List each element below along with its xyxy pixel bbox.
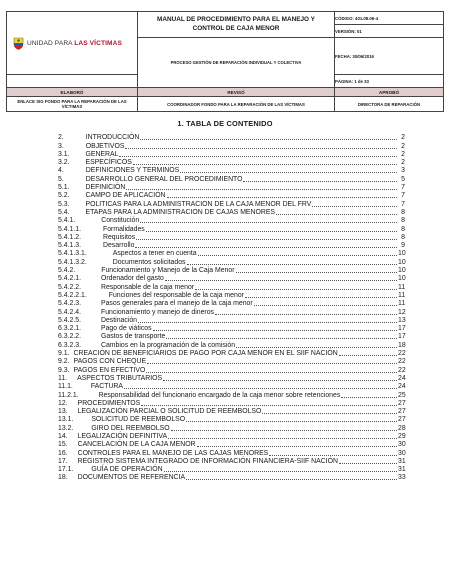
toc-entry-number: 5.2. (58, 192, 70, 200)
toc-entry-number: 5.4.2.2.1. (58, 291, 87, 299)
toc-entry-number: 9.3. (58, 366, 70, 374)
toc-entry-page: 27 (398, 416, 406, 424)
toc-entry[interactable] (58, 375, 405, 383)
toc-leader-dots (186, 479, 397, 480)
toc-entry[interactable] (58, 391, 405, 399)
toc-entry[interactable] (58, 192, 405, 200)
toc-entry-page: 28 (398, 424, 406, 432)
toc-entry-number: 5.4.2.3. (58, 300, 81, 308)
toc-leader-dots (136, 239, 397, 240)
toc-entry[interactable] (58, 175, 405, 183)
toc-leader-dots (269, 455, 397, 456)
toc-leader-dots (236, 347, 397, 348)
title-cell (138, 12, 335, 38)
toc-entry[interactable] (58, 225, 405, 233)
toc-entry-page: 12 (398, 308, 406, 316)
value-aprobo: DIRECTORA DE REPARACIÓN (335, 97, 444, 112)
toc-leader-dots (165, 280, 397, 281)
toc-entry-number: 3. (58, 142, 64, 150)
toc-entry-title: DOCUMENTOS DE REFERENCIA (77, 474, 186, 482)
toc-entry-number: 5.3. (58, 200, 70, 208)
toc-entry-page: 30 (398, 441, 406, 449)
toc-leader-dots (164, 471, 397, 472)
value-reviso: COORDINADOR FONDO PARA LA REPARACIÓN DE LAS VÍCTIMAS (138, 97, 335, 112)
toc-entry-title: Responsable de la caja menor (101, 283, 195, 291)
toc-entry-title: Funciones del responsable de la caja menor (108, 291, 244, 299)
toc-leader-dots (146, 231, 397, 232)
toc-entry[interactable] (58, 317, 405, 325)
toc-leader-dots (166, 338, 397, 339)
table-of-contents (58, 134, 405, 482)
toc-entry-title: PAGOS EN EFECTIVO (73, 366, 146, 374)
toc-entry-title: LEGALIZACIÓN PARCIAL O SOLICITUD DE REEMBOLSO (77, 408, 262, 416)
toc-entry-number: 6.3.2.3. (58, 341, 81, 349)
toc-leader-dots (119, 156, 397, 157)
toc-entry-page: 3 (401, 167, 405, 175)
toc-leader-dots (153, 330, 397, 331)
toc-entry-title: Cambios en la programación de la comisión (101, 341, 236, 349)
doc-version: VERSIÓN: 01 (335, 25, 444, 38)
toc-entry-title: REGISTRO SISTEMA INTEGRADO DE INFORMACIÓN FINANCIERA-SIIF NACIÓN (77, 457, 338, 465)
label-aprobo: APROBÓ (335, 88, 444, 97)
toc-entry[interactable] (58, 250, 405, 258)
toc-entry-title: Pasos generales para el manejo de la caja menor (101, 300, 253, 308)
toc-entry-title: DESARROLLO GENERAL DEL PROCEDIMIENTO (85, 175, 243, 183)
toc-entry-page: 9 (401, 242, 405, 250)
coat-of-arms-icon (13, 37, 24, 50)
toc-entry[interactable] (58, 258, 405, 266)
toc-entry[interactable] (58, 474, 405, 482)
toc-entry-page: 29 (398, 432, 406, 440)
toc-entry-number: 5.4.1. (58, 217, 76, 225)
toc-entry-title: Requisitos (103, 233, 136, 241)
toc-entry-number: 17. (58, 457, 68, 465)
toc-entry-title: ESPECÍFICOS (85, 159, 132, 167)
toc-entry[interactable] (58, 466, 405, 474)
toc-entry-page: 8 (401, 217, 405, 225)
toc-entry[interactable] (58, 408, 405, 416)
toc-entry-number: 6.3.2.2. (58, 333, 81, 341)
toc-entry-page: 7 (401, 192, 405, 200)
toc-entry[interactable] (58, 184, 405, 192)
toc-entry-number: 5.4.2.5. (58, 316, 81, 324)
toc-entry-page: 10 (398, 250, 406, 258)
toc-entry-number: 5.4.1.3.1. (58, 250, 87, 258)
toc-entry-number: 18. (58, 474, 68, 482)
toc-leader-dots (195, 289, 397, 290)
toc-entry[interactable] (58, 300, 405, 308)
toc-entry[interactable] (58, 350, 405, 358)
toc-entry-title: Ordenador del gasto (101, 275, 164, 283)
toc-entry-page: 22 (398, 350, 406, 358)
logo-cell (7, 12, 138, 75)
toc-entry-title: Documentos solicitados (112, 258, 186, 266)
toc-entry[interactable] (58, 441, 405, 449)
toc-leader-dots (147, 363, 397, 364)
toc-entry-page: 5 (401, 175, 405, 183)
toc-entry[interactable] (58, 234, 405, 242)
toc-entry-number: 11.2.1. (58, 391, 79, 399)
toc-entry-page: 10 (398, 267, 406, 275)
logo-emphasis: LAS VÍCTIMAS (74, 39, 122, 47)
toc-leader-dots (198, 255, 397, 256)
toc-heading: 1. TABLA DE CONTENIDO (177, 119, 273, 128)
doc-code: CÓDIGO: 401.08.06-4 (335, 12, 444, 25)
toc-entry-number: 2. (58, 134, 64, 142)
toc-entry-number: 5.1. (58, 184, 70, 192)
toc-entry[interactable] (58, 308, 405, 316)
toc-leader-dots (245, 297, 397, 298)
toc-entry-title: Funcionamiento y manejo de dineros (101, 308, 214, 316)
toc-entry[interactable] (58, 333, 405, 341)
toc-entry[interactable] (58, 341, 405, 349)
toc-entry-title: Responsabilidad del funcionario encargado de la caja menor sobre retenciones (98, 391, 341, 399)
toc-entry-page: 10 (398, 258, 406, 266)
toc-entry-number: 12. (58, 399, 68, 407)
logo-spacer (7, 75, 138, 88)
toc-entry-title: ASPECTOS TRIBUTARIOS (77, 374, 163, 382)
toc-entry-title: Funcionamiento y Manejo de la Caja Menor (101, 267, 235, 275)
toc-entry[interactable] (58, 134, 405, 142)
toc-entry-title: Gastos de transporte (101, 333, 166, 341)
toc-leader-dots (135, 247, 397, 248)
toc-entry-number: 5.4. (58, 208, 70, 216)
toc-entry-page: 8 (401, 208, 405, 216)
toc-entry-title: Constitución (101, 217, 140, 225)
toc-entry[interactable] (58, 358, 405, 366)
toc-leader-dots (138, 322, 397, 323)
toc-entry[interactable] (58, 424, 405, 432)
toc-entry[interactable] (58, 433, 405, 441)
toc-entry-number: 5. (58, 175, 64, 183)
toc-entry-title: PROCEDIMIENTOS (77, 399, 141, 407)
toc-entry-title: OBJETIVOS (85, 142, 125, 150)
toc-entry-title: Formalidades (103, 225, 145, 233)
logo-prefix: UNIDAD PARA (27, 39, 75, 47)
toc-entry[interactable] (58, 242, 405, 250)
toc-entry-page: 25 (398, 391, 406, 399)
toc-entry[interactable] (58, 449, 405, 457)
toc-entry-page: 17 (398, 333, 406, 341)
doc-page: PÁGINA: 1 de 33 (335, 75, 444, 88)
toc-entry-page: 11 (398, 291, 406, 299)
toc-entry-number: 6.3.2.1. (58, 325, 81, 333)
toc-entry-page: 2 (401, 150, 405, 158)
toc-entry-page: 2 (401, 134, 405, 142)
toc-entry-page: 13 (398, 316, 406, 324)
toc-leader-dots (254, 305, 397, 306)
toc-entry-title: GENERAL (85, 150, 119, 158)
toc-entry[interactable] (58, 458, 405, 466)
toc-leader-dots (124, 388, 397, 389)
toc-entry[interactable] (58, 366, 405, 374)
toc-entry-title: INTRODUCCIÓN (85, 134, 140, 142)
toc-entry[interactable] (58, 283, 405, 291)
doc-date: FECHA: 30/06/2016 (335, 38, 444, 75)
toc-entry-title: FACTURA (90, 383, 123, 391)
toc-entry-page: 24 (398, 383, 406, 391)
toc-entry[interactable] (58, 200, 405, 208)
toc-entry-number: 16. (58, 449, 68, 457)
toc-entry-title: LEGALIZACIÓN DEFINITIVA (77, 432, 168, 440)
toc-entry-title: CONTROLES PARA EL MANEJO DE LAS CAJAS MENORES (77, 449, 269, 457)
toc-entry[interactable] (58, 275, 405, 283)
toc-leader-dots (262, 413, 397, 414)
toc-leader-dots (141, 405, 397, 406)
toc-leader-dots (126, 189, 397, 190)
toc-entry-title: Desarrollo (103, 242, 135, 250)
toc-leader-dots (186, 421, 397, 422)
toc-leader-dots (146, 372, 397, 373)
toc-entry-number: 17.1. (58, 466, 74, 474)
toc-leader-dots (140, 139, 397, 140)
toc-entry-page: 22 (398, 358, 406, 366)
toc-entry-title: Destinación (101, 316, 138, 324)
toc-entry-number: 4. (58, 167, 64, 175)
toc-entry[interactable] (58, 159, 405, 167)
toc-entry-number: 9.1. (58, 350, 70, 358)
toc-entry-page: 31 (398, 466, 406, 474)
toc-entry-number: 13. (58, 408, 68, 416)
toc-entry-title: SOLICITUD DE REEMBOLSO (91, 416, 186, 424)
toc-entry-title: Aspectos a tener en cuenta (112, 250, 197, 258)
label-elaboro: ELABORÓ (7, 88, 138, 97)
toc-leader-dots (312, 206, 397, 207)
document-title: MANUAL DE PROCEDIMIENTO PARA EL MANEJO Y CONTROL DE CAJA MENOR (157, 16, 315, 32)
toc-entry[interactable] (58, 151, 405, 159)
toc-entry-title: DEFINICIÓN (85, 184, 126, 192)
toc-entry[interactable] (58, 209, 405, 217)
toc-entry-page: 11 (398, 283, 406, 291)
toc-entry-page: 8 (401, 225, 405, 233)
toc-leader-dots (171, 430, 397, 431)
toc-leader-dots (339, 355, 397, 356)
toc-entry-title: POLITICAS PARA LA ADMINISTRACION DE LA CAJA MENOR DEL FRV (85, 200, 312, 208)
toc-entry-title: DEFINICIONES Y TERMINOS (85, 167, 180, 175)
toc-entry-number: 5.4.2.2. (58, 283, 81, 291)
toc-leader-dots (243, 181, 397, 182)
toc-entry-title: CAMPO DE APLICACIÓN (85, 192, 166, 200)
toc-entry-page: 27 (398, 408, 406, 416)
toc-entry-number: 5.4.1.1. (58, 225, 81, 233)
toc-entry[interactable] (58, 217, 405, 225)
toc-entry-page: 7 (401, 184, 405, 192)
toc-entry-title: CREACIÓN DE BENEFICIARIOS DE PAGO POR CAJA MENOR EN EL SIIF NACIÓN (73, 350, 338, 358)
unidad-victimas-logo (7, 37, 137, 50)
toc-leader-dots (167, 197, 397, 198)
toc-entry-number: 3.1. (58, 150, 70, 158)
toc-entry[interactable] (58, 416, 405, 424)
toc-leader-dots (140, 222, 397, 223)
toc-entry-page: 8 (401, 233, 405, 241)
process-cell (138, 38, 335, 88)
toc-entry-page: 18 (398, 341, 406, 349)
toc-entry-title: PAGOS CON CHEQUE (73, 358, 147, 366)
toc-leader-dots (276, 214, 397, 215)
toc-entry[interactable] (58, 142, 405, 150)
toc-entry-number: 15. (58, 441, 68, 449)
toc-leader-dots (125, 148, 397, 149)
toc-entry-number: 11.1. (58, 383, 73, 391)
toc-leader-dots (187, 264, 397, 265)
toc-leader-dots (163, 380, 397, 381)
toc-entry-number: 5.4.1.3. (58, 242, 81, 250)
toc-leader-dots (133, 164, 397, 165)
toc-entry-title: GIRO DEL REEMBOLSO (91, 424, 170, 432)
toc-entry-page: 2 (401, 142, 405, 150)
toc-entry-number: 5.4.2.1. (58, 275, 81, 283)
toc-entry[interactable] (58, 383, 405, 391)
toc-entry-page: 31 (398, 457, 406, 465)
toc-entry-title: GUÍA DE OPERACIÓN (91, 466, 163, 474)
toc-entry-number: 5.4.1.2. (58, 233, 81, 241)
toc-leader-dots (180, 172, 397, 173)
toc-entry-page: 27 (398, 399, 406, 407)
toc-entry-page: 30 (398, 449, 406, 457)
toc-entry-number: 14. (58, 432, 68, 440)
toc-entry-title: ETAPAS PARA LA ADMINISTRACION DE CAJAS MENORES (85, 208, 276, 216)
label-reviso: REVISÓ (138, 88, 335, 97)
toc-entry-page: 24 (398, 374, 406, 382)
toc-entry-page: 7 (401, 200, 405, 208)
toc-entry[interactable] (58, 267, 405, 275)
toc-entry[interactable] (58, 325, 405, 333)
toc-entry-page: 11 (398, 300, 406, 308)
toc-entry[interactable] (58, 292, 405, 300)
toc-entry-number: 13.2. (58, 424, 74, 432)
toc-entry-number: 13.1. (58, 416, 74, 424)
toc-entry-page: 33 (398, 474, 406, 482)
toc-leader-dots (197, 446, 397, 447)
toc-entry-number: 5.4.2. (58, 267, 76, 275)
toc-leader-dots (168, 438, 397, 439)
toc-entry-number: 9.2. (58, 358, 70, 366)
toc-leader-dots (339, 463, 397, 464)
toc-entry-number: 11. (58, 374, 68, 382)
document-header (6, 11, 444, 112)
toc-leader-dots (341, 397, 397, 398)
toc-entry-page: 2 (401, 159, 405, 167)
toc-entry-page: 17 (398, 325, 406, 333)
toc-entry-number: 5.4.1.3.2. (58, 258, 87, 266)
toc-entry-page: 10 (398, 275, 406, 283)
toc-leader-dots (236, 272, 397, 273)
toc-entry-number: 3.2. (58, 159, 70, 167)
value-elaboro: ENLACE SIG FONDO PARA LA REPARACIÓN DE LAS VÍCTIMAS (7, 97, 138, 112)
toc-entry[interactable] (58, 400, 405, 408)
toc-entry-page: 22 (398, 366, 406, 374)
toc-entry-title: CANCELACIÓN DE LA CAJA MENOR (77, 441, 196, 449)
toc-leader-dots (215, 314, 397, 315)
toc-entry-number: 5.4.2.4. (58, 308, 81, 316)
process-name: PROCESO GESTIÓN DE REPARACIÓN INDIVIDUAL Y COLECTIVA (170, 60, 302, 65)
toc-entry[interactable] (58, 167, 405, 175)
toc-entry-title: Pago de viáticos (101, 325, 152, 333)
